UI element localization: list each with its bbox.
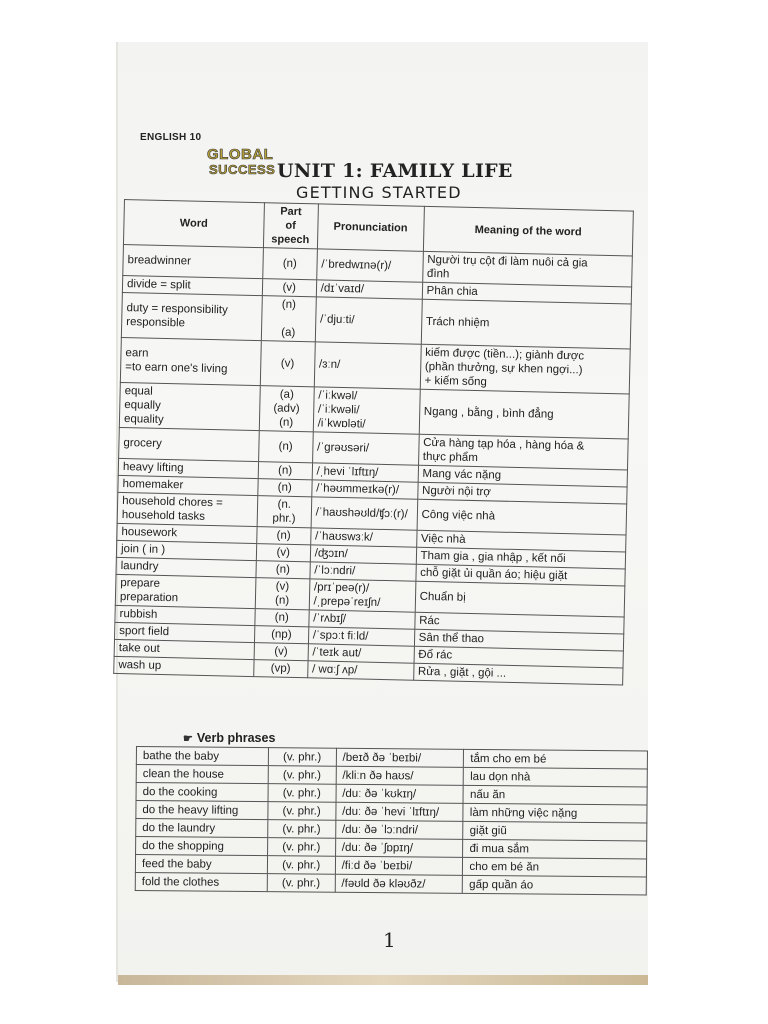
pronunciation-cell: /duː ðə ˈlɔːndri/: [335, 820, 463, 839]
meaning-cell: Việc nhà: [416, 530, 626, 552]
word-cell: earn =to earn one's living: [120, 337, 261, 385]
meaning-cell: Cửa hàng tạp hóa , hàng hóa & thực phẩm: [418, 434, 628, 470]
word-cell: grocery: [119, 427, 259, 461]
meaning-cell: Trách nhiệm: [421, 299, 631, 349]
logo-line-1: GLOBAL: [207, 146, 274, 163]
pos-cell: (v): [260, 341, 315, 387]
pos-cell: (vp): [253, 660, 307, 678]
pos-cell: (n): [256, 561, 310, 579]
pos-cell: (n): [262, 248, 317, 280]
word-cell: homemaker: [118, 475, 258, 495]
pronunciation-cell: /ˈɡrəʊsəri/: [312, 432, 419, 465]
pos-cell: (n): [258, 431, 313, 463]
meaning-cell: Rửa , giặt , gội ...: [413, 663, 623, 685]
word-cell: wash up: [114, 656, 254, 676]
vocab-body: [114, 244, 633, 684]
phrase-cell: clean the house: [136, 765, 268, 784]
word-cell: breadwinner: [123, 244, 263, 278]
word-cell: equal equally equality: [119, 382, 260, 430]
pronunciation-cell: /ˈiːkwəl/ /ˈiːkwəli/ /iˈkwɒləti/: [313, 387, 420, 434]
pronunciation-cell: /ˈhəʊmmeɪkə(r)/: [311, 480, 417, 499]
pronunciation-cell: /ˌhevi ˈlɪftɪŋ/: [312, 463, 418, 482]
pos-cell: (v. phr.): [267, 874, 335, 893]
word-cell: heavy lifting: [118, 458, 258, 478]
pos-cell: (n): [255, 609, 309, 627]
verb-phrases-heading: [183, 731, 275, 745]
pos-cell: (n): [256, 527, 310, 545]
meaning-cell: gấp quần áo: [463, 875, 647, 895]
word-cell: rubbish: [115, 605, 255, 625]
meaning-cell: chỗ giặt ủi quần áo; hiệu giặt: [416, 564, 626, 586]
col-meaning-header: Meaning of the word: [423, 206, 633, 256]
pos-cell: (v. phr.): [268, 802, 336, 821]
word-cell: sport field: [115, 622, 255, 642]
pos-cell: (v): [254, 643, 308, 661]
pronunciation-cell: /duː ðə ˈʃɒpɪŋ/: [335, 838, 463, 857]
phrase-cell: do the heavy lifting: [136, 801, 268, 820]
pronunciation-cell: /duː ðə ˈhevi ˈlɪftɪŋ/: [336, 802, 464, 821]
word-cell: household chores = household tasks: [117, 492, 257, 526]
pronunciation-cell: /fiːd ðə ˈbeɪbi/: [335, 856, 463, 875]
word-cell: divide = split: [122, 275, 262, 295]
word-cell: laundry: [116, 557, 256, 577]
meaning-cell: Rác: [414, 612, 624, 634]
pronunciation-cell: / wɑːʃ ʌp/: [307, 661, 413, 680]
unit-title: UNIT 1: FAMILY LIFE: [277, 160, 513, 182]
section-title: GETTING STARTED: [296, 183, 462, 202]
verb-phrases-title: Verb phrases: [196, 731, 276, 745]
meaning-cell: cho em bé ăn: [463, 857, 647, 877]
meaning-cell: tắm cho em bé: [464, 749, 648, 769]
meaning-cell: nấu ăn: [463, 785, 647, 805]
meaning-cell: Người trụ cột đi làm nuôi cả gia đình: [422, 251, 632, 287]
col-pos-header: Part of speech: [263, 203, 318, 249]
table-surface-strip: [118, 975, 648, 985]
verb-phrases-table: [135, 746, 648, 895]
pos-cell: (v): [262, 279, 316, 297]
page-number: 1: [383, 928, 396, 952]
col-pronunciation-header: Pronunciation: [317, 204, 424, 251]
pos-cell: (v. phr.): [267, 856, 335, 875]
meaning-cell: đi mua sắm: [463, 839, 647, 859]
meaning-cell: giặt giũ: [463, 821, 647, 841]
pronunciation-cell: /ɜːn/: [314, 342, 421, 389]
phrase-cell: do the cooking: [136, 783, 268, 802]
pos-cell: (n): [258, 462, 312, 480]
pronunciation-cell: /ˈdjuːti/: [315, 297, 422, 344]
pronunciation-cell: /kliːn ðə haʊs/: [336, 766, 464, 785]
global-success-logo: [205, 146, 276, 182]
meaning-cell: làm những việc nặng: [463, 803, 647, 823]
pronunciation-cell: /ˈteɪk aut/: [308, 644, 414, 663]
pronunciation-cell: /ˈrʌbɪʃ/: [309, 610, 415, 629]
pronunciation-cell: /ˈbredwɪnə(r)/: [316, 249, 423, 282]
phrase-cell: fold the clothes: [135, 872, 267, 891]
word-cell: housework: [117, 523, 257, 543]
pronunciation-cell: /ˈlɔːndri/: [310, 562, 416, 581]
pos-cell: (np): [254, 626, 308, 644]
phrase-cell: do the laundry: [136, 819, 268, 838]
word-cell: duty = responsibility responsible: [121, 292, 262, 340]
table-row: [135, 872, 646, 894]
phrase-cell: bathe the baby: [136, 747, 268, 766]
pos-cell: (v): [256, 544, 310, 562]
pronunciation-cell: /ˈhaʊswɜːk/: [310, 528, 416, 547]
pronunciation-cell: /duː ðə ˈkʊkɪŋ/: [336, 784, 464, 803]
phrase-cell: do the shopping: [136, 837, 268, 856]
logo-line-2: SUCCESS: [209, 162, 276, 177]
meaning-cell: lau dọn nhà: [464, 767, 648, 787]
pos-cell: (v. phr.): [268, 748, 336, 767]
meaning-cell: kiếm được (tiền...); giành được (phần thưởng, sự khen ngợi...) + kiếm sống: [420, 344, 630, 394]
pointing-hand-icon: ☛: [183, 733, 193, 745]
pos-cell: (a) (adv) (n): [259, 386, 314, 432]
pos-cell: (v. phr.): [267, 838, 335, 857]
meaning-cell: Đổ rác: [414, 646, 624, 668]
meaning-cell: Công việc nhà: [417, 499, 627, 535]
word-cell: prepare preparation: [115, 574, 255, 608]
book-label: ENGLISH 10: [140, 132, 202, 143]
word-cell: take out: [114, 639, 254, 659]
vocabulary-table: [113, 199, 634, 685]
pronunciation-cell: /fəʊld ðə kləʊðz/: [335, 874, 463, 893]
col-word-header: Word: [123, 200, 264, 248]
meaning-cell: Chuẩn bị: [415, 581, 625, 617]
pronunciation-cell: /ˈhaʊshəʊld/ʧɔː(r)/: [311, 497, 418, 530]
pronunciation-cell: /ʤɔɪn/: [310, 545, 416, 564]
meaning-cell: Ngang , bằng , bình đẳng: [419, 389, 629, 439]
pos-cell: (v. phr.): [268, 784, 336, 803]
meaning-cell: Sân thể thao: [414, 629, 624, 651]
meaning-cell: Người nội trợ: [417, 482, 627, 504]
verbs-body: [135, 747, 647, 895]
pos-cell: (v. phr.): [267, 820, 335, 839]
pos-cell: (n. phr.): [257, 496, 312, 528]
word-cell: join ( in ): [116, 540, 256, 560]
pos-cell: (n) (a): [261, 296, 316, 342]
pronunciation-cell: /dɪˈvaɪd/: [316, 280, 422, 299]
pos-cell: (n): [258, 479, 312, 497]
pronunciation-cell: /beɪð ðə ˈbeɪbi/: [336, 748, 464, 767]
meaning-cell: Phân chia: [422, 282, 632, 304]
meaning-cell: Tham gia , gia nhập , kết nối: [416, 547, 626, 569]
pronunciation-cell: /prɪˈpeə(r)/ /ˌprepəˈreɪʃn/: [309, 579, 416, 612]
pos-cell: (v) (n): [255, 578, 310, 610]
pos-cell: (v. phr.): [268, 766, 336, 785]
meaning-cell: Mang vác nặng: [418, 465, 628, 487]
pronunciation-cell: /ˈspɔːt fiːld/: [308, 627, 414, 646]
phrase-cell: feed the baby: [135, 855, 267, 874]
